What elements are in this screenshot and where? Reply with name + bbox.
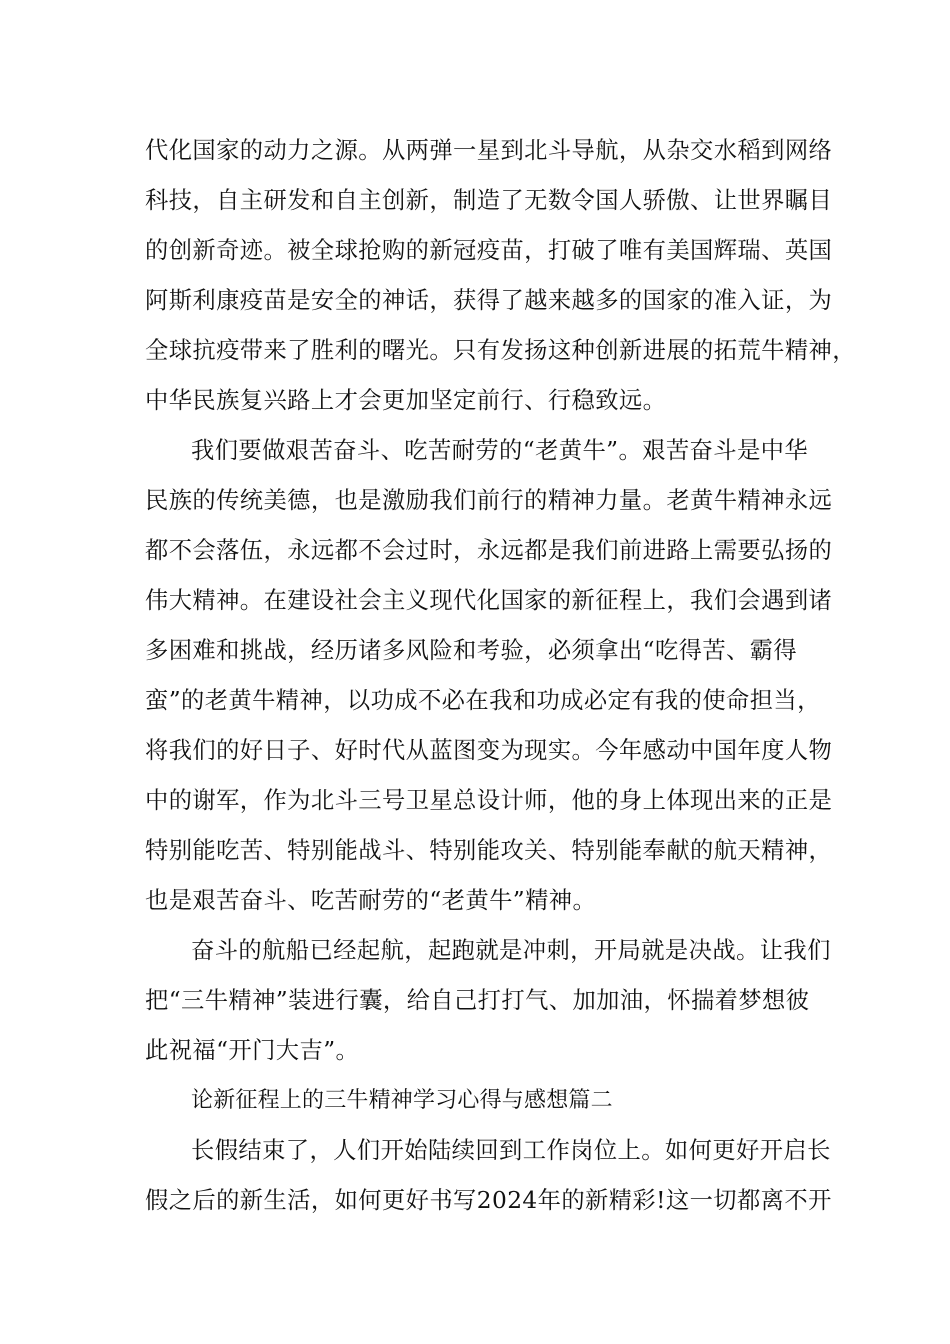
text-line: 中华民族复兴路上才会更加坚定前行、行稳致远。 [145,387,667,414]
paragraph-after-holiday [145,1126,832,1226]
text-line: 多困难和挑战，经历诸多风险和考验，必须拿出“吃得苦、霸得 [145,637,798,664]
text-line: 特别能吃苦、特别能战斗、特别能攻关、特别能奉献的航天精神， [145,837,833,864]
text-line: 长假结束了，人们开始陆续回到工作岗位上。如何更好开启长 [191,1137,831,1164]
text-line: 假之后的新生活，如何更好书写2024年的新精彩!这一切都离不开 [145,1187,832,1214]
text-line: 蛮”的老黄牛精神，以功成不必在我和功成必定有我的使命担当， [145,687,821,714]
paragraph-old-yellow-ox [145,426,833,926]
text-line: 奋斗的航船已经起航，起跑就是冲刺，开局就是决战。让我们 [191,937,831,964]
text-line: 此祝福“开门大吉”。 [145,1037,360,1064]
text-line: 都不会落伍，永远都不会过时，永远都是我们前进路上需要弘扬的 [145,537,833,564]
document-body [145,126,856,1226]
paragraph-innovation [145,126,856,426]
text-line: 全球抗疫带来了胜利的曙光。只有发扬这种创新进展的拓荒牛精神， [145,337,856,364]
text-line: 科技，自主研发和自主创新，制造了无数令国人骄傲、让世界瞩目 [145,187,833,214]
text-line: 的创新奇迹。被全球抢购的新冠疫苗，打破了唯有美国辉瑞、英国 [145,237,833,264]
text-line: 也是艰苦奋斗、吃苦耐劳的“老黄牛”精神。 [145,887,597,914]
text-line: 中的谢军，作为北斗三号卫星总设计师，他的身上体现出来的正是 [145,787,833,814]
text-line: 阿斯利康疫苗是安全的神话，获得了越来越多的国家的准入证，为 [145,287,833,314]
text-line: 把“三牛精神”装进行囊，给自己打打气、加加油，怀揣着梦想彼 [145,987,810,1014]
paragraph-conclusion [145,926,831,1076]
text-line: 我们要做艰苦奋斗、吃苦耐劳的“老黄牛”。艰苦奋斗是中华 [191,437,809,464]
section-heading: 论新征程上的三牛精神学习心得与感想篇二 [191,1088,613,1113]
text-line: 伟大精神。在建设社会主义现代化国家的新征程上，我们会遇到诸 [145,587,833,614]
text-line: 将我们的好日子、好时代从蓝图变为现实。今年感动中国年度人物 [145,737,833,764]
text-line: 代化国家的动力之源。从两弹一星到北斗导航，从杂交水稻到网络 [145,137,833,164]
text-line: 民族的传统美德，也是激励我们前行的精神力量。老黄牛精神永远 [145,487,833,514]
